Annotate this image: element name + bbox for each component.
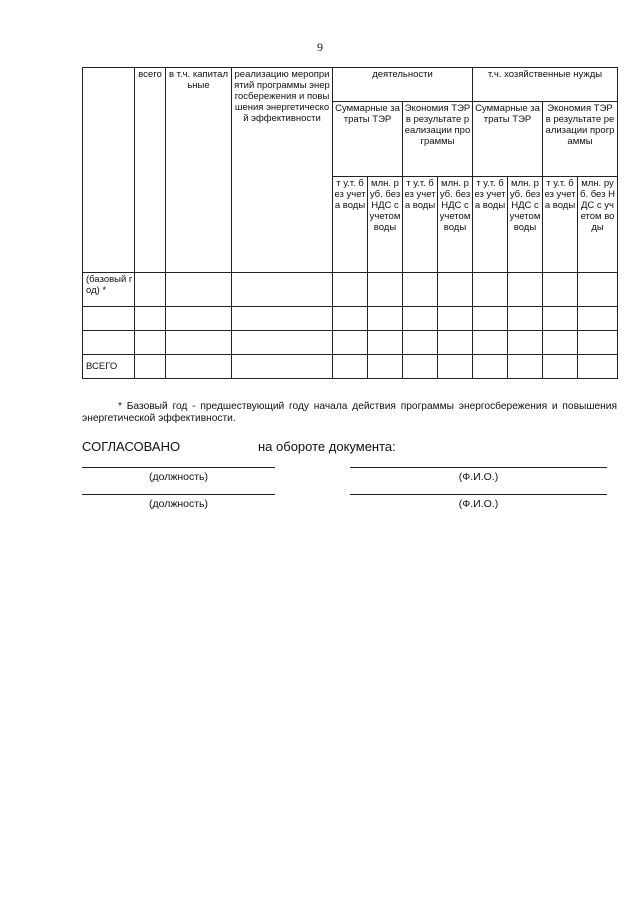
- table-row: [83, 307, 618, 331]
- header-ekonomiya-2: Экономия ТЭР в результате реализации программы: [543, 102, 618, 177]
- signature-line: [350, 494, 607, 495]
- unit-cell: т у.т. без учета воды: [473, 177, 508, 273]
- header-hoz-nuzhdy: т.ч. хозяйственные нужды: [473, 68, 618, 102]
- header-empty-cell: [83, 68, 135, 273]
- header-summarnye-1: Суммарные затраты ТЭР: [333, 102, 403, 177]
- unit-cell: т у.т. без учета воды: [333, 177, 368, 273]
- header-vsego: всего: [135, 68, 166, 273]
- signature-line: [82, 494, 275, 495]
- fio-caption: (Ф.И.О.): [458, 498, 499, 510]
- row-label: [83, 307, 135, 331]
- unit-cell: млн. руб. без НДС с учетом воды: [438, 177, 473, 273]
- dolzhnost-caption: (должность): [148, 498, 209, 510]
- header-deyatelnosti: деятельности: [333, 68, 473, 102]
- unit-cell: т у.т. без учета воды: [403, 177, 438, 273]
- signature-line: [82, 467, 275, 468]
- unit-cell: т у.т. без учета воды: [543, 177, 578, 273]
- table-row: [83, 273, 618, 307]
- soglasovano-label: СОГЛАСОВАНО: [82, 439, 181, 454]
- page-number: 9: [317, 40, 323, 54]
- header-realizaciyu: реализацию мероприятий программы энергосбережения и повышения энергетической эффективности: [232, 68, 333, 273]
- unit-cell: млн. руб. без НДС с учетом воды: [368, 177, 403, 273]
- row-label-total: ВСЕГО: [83, 355, 135, 379]
- unit-cell: млн. руб. без НДС с учетом воды: [508, 177, 543, 273]
- signature-line: [350, 467, 607, 468]
- fio-caption: (Ф.И.О.): [458, 471, 499, 483]
- table-row: [83, 355, 618, 379]
- header-ekonomiya-1: Экономия ТЭР в результате реализации программы: [403, 102, 473, 177]
- footnote: * Базовый год - предшествующий году начала действия программы энергосбережения и повышения энергетической эффективности.: [82, 401, 617, 424]
- na-oborote-label: на обороте документа:: [258, 439, 396, 454]
- row-label: (базовый год) *: [83, 273, 135, 307]
- row-label: [83, 331, 135, 355]
- unit-cell: млн. руб. без НДС с учетом воды: [578, 177, 618, 273]
- energy-savings-table: [82, 67, 618, 379]
- table-row: [83, 331, 618, 355]
- dolzhnost-caption: (должность): [148, 471, 209, 483]
- header-kapitalnye: в т.ч. капитальные: [166, 68, 232, 273]
- header-summarnye-2: Суммарные затраты ТЭР: [473, 102, 543, 177]
